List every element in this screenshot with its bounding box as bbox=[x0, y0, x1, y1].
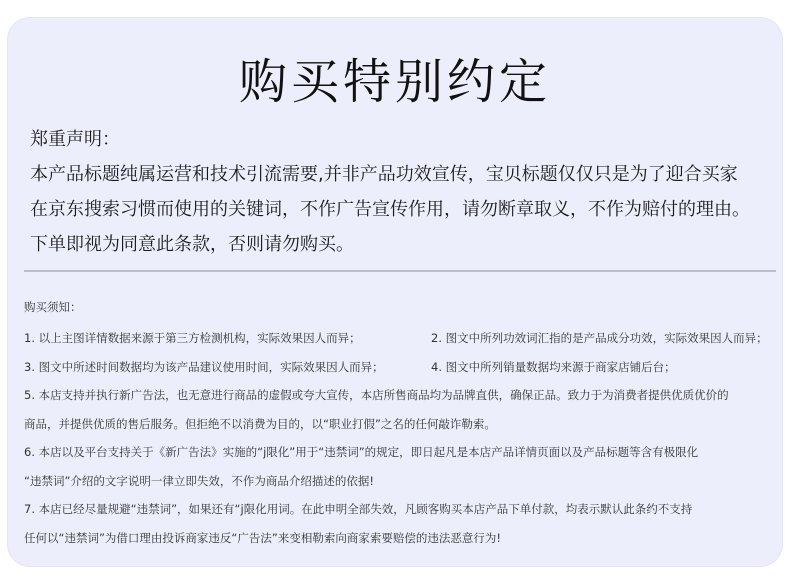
notice-item-6-line: “违禁词”介绍的文字说明一律立即失效，不作为商品介绍描述的依据! bbox=[24, 473, 375, 488]
declaration-line: 本产品标题纯属运营和技术引流需要,并非产品功效宣传，宝贝标题仅仅只是为了迎合买家 bbox=[30, 164, 738, 185]
notice-item-4: 4. 图文中所列销量数据均来源于商家店铺后台； bbox=[431, 359, 676, 374]
notice-item-7-line: 任何以“违禁词”为借口理由投诉商家违反“广告法”来变相勒索向商家索要赔偿的违法恶意行为! bbox=[24, 530, 501, 545]
declaration-heading: 郑重声明： bbox=[30, 129, 120, 150]
declaration-block bbox=[30, 122, 770, 262]
notice-item-6-line: 6. 本店以及平台支持关于《新广告法》实施的“j限化”用于“违禁词”的规定，即日起凡是本店产品详情页面以及产品标题等含有极限化 bbox=[24, 445, 699, 459]
purchase-notice bbox=[24, 296, 780, 552]
declaration-line: 下单即视为同意此条款，否则请勿购买。 bbox=[30, 234, 354, 255]
notice-row bbox=[24, 353, 780, 382]
notice-item-3: 3. 图文中所述时间数据均为该产品建议使用时间，实际效果因人而异； bbox=[24, 359, 384, 374]
section-divider bbox=[24, 270, 776, 272]
notice-item-1: 1. 以上主图详情数据来源于第三方检测机构，实际效果因人而异； bbox=[24, 331, 361, 345]
notice-item-2: 2. 图文中所列功效词汇指的是产品成分功效，实际效果因人而异； bbox=[431, 331, 768, 345]
page-title: 购买特别约定 bbox=[238, 54, 551, 110]
notice-item-5-line: 商品，并提供优质的售后服务。但拒绝不以消费为目的，以“职业打假”之名的任何敲诈勒索。 bbox=[24, 416, 496, 431]
declaration-line: 在京东搜索习惯而使用的关键词，不作广告宣传作用，请勿断章取义，不作为赔付的理由。 bbox=[30, 199, 750, 220]
notice-heading: 购买须知： bbox=[24, 300, 82, 314]
notice-row bbox=[24, 324, 780, 353]
notice-item-5-line: 5. 本店支持并执行新广告法，也无意进行商品的虚假或夸大宣传，本店所售商品均为品牌直供，确保正品。致力于为消费者提供优质优价的 bbox=[24, 388, 729, 402]
notice-item-7-line: 7. 本店已经尽量规避“违禁词”，如果还有“j限化用词。在此申明全部失效，凡顾客购买本店产品下单付款，均表示默认此条约不支持 bbox=[24, 502, 693, 516]
